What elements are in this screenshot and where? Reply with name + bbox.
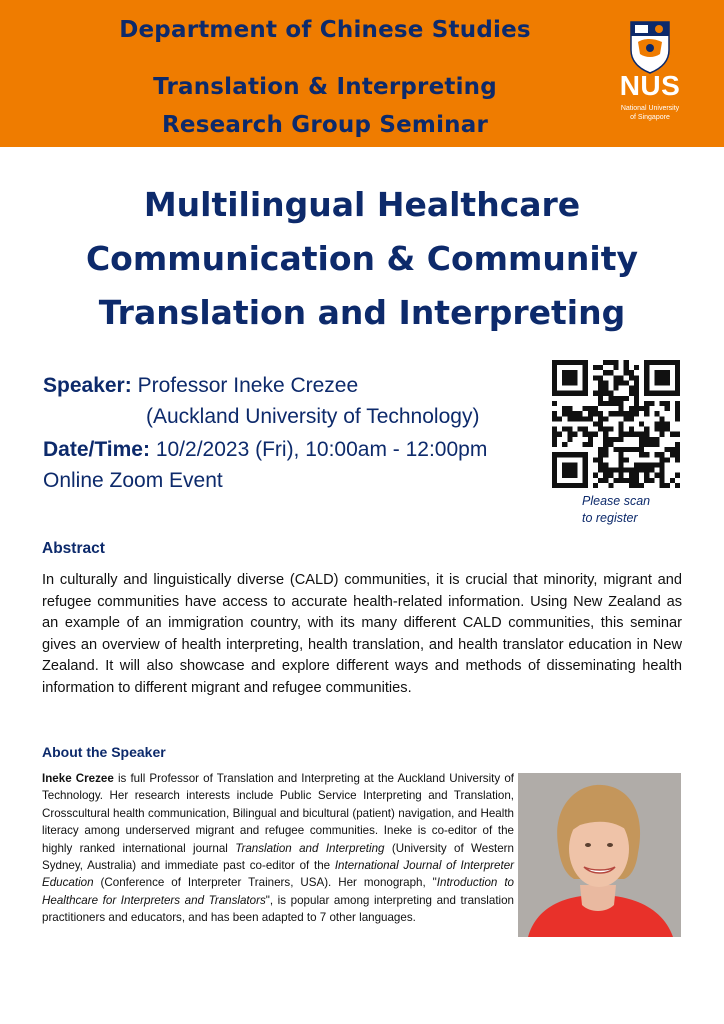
nus-logo-subtext	[607, 104, 693, 122]
qr-caption-line1: Please scan	[582, 494, 651, 508]
bio-text-2: (University of Western Sydney, Australia) and immediate past co-editor of the	[42, 841, 514, 873]
datetime-value: 10/2/2023 (Fri), 10:00am - 12:00pm	[155, 438, 488, 461]
title-line3: Translation and Interpreting	[98, 293, 626, 332]
speaker-line	[43, 374, 358, 398]
datetime-line	[43, 438, 487, 462]
bio-speaker-name: Ineke Crezee	[42, 772, 114, 785]
seminar-title	[40, 178, 684, 340]
abstract-heading: Abstract	[42, 540, 105, 557]
header-banner	[0, 0, 724, 147]
research-group-line2: Research Group Seminar	[162, 112, 488, 138]
nus-subtext-line2: of Singapore	[630, 114, 670, 121]
bio-text-3: (Conference of Interpreter Trainers, USA). Her monograph, "	[93, 876, 437, 890]
about-speaker-heading: About the Speaker	[42, 744, 166, 760]
department-name: Department of Chinese Studies	[119, 17, 531, 43]
qr-caption-line2: to register	[582, 511, 638, 525]
qr-caption	[582, 493, 650, 527]
nus-logo-text: NUS	[619, 70, 681, 101]
speaker-label: Speaker:	[43, 374, 132, 397]
bio-book-title: Introduction to Healthcare for Interpreters and Translators	[42, 876, 514, 907]
speaker-photo	[518, 773, 681, 937]
abstract-text: In culturally and linguistically diverse (CALD) communities, it is crucial that minority, migrant and refugee communities have access to accurate health-related information. Using New Zealand as an example of an immigration country, with its many different CALD communities, this seminar gives an overview of health interpreting, health translation, and health translator education in New Zealand. It will also showcase and explore different ways and methods of disseminating health information to different migrant and refugee communities.	[42, 572, 682, 696]
bio-text-1: is full Professor of Translation and Interpreting at the Auckland University of Technology. Her research interests include Public Service Interpreting and Translation, Crosscultural health communication, Bilingual and bicultural (patient) navigation, and Health literacy among underserved migrant and refugee communities. Ineke is co-editor of the highly ranked international journal	[42, 772, 514, 855]
event-location: Online Zoom Event	[43, 469, 223, 492]
nus-subtext-line1: National University	[620, 105, 680, 112]
datetime-label: Date/Time:	[43, 438, 150, 461]
bio-text-4: ", is popular among interpreting and translation practitioners and educators, and has been adapted to 7 other languages.	[42, 893, 515, 925]
speaker-name: Professor Ineke Crezee	[137, 374, 359, 397]
nus-crest-logo	[628, 20, 672, 74]
speaker-bio	[42, 770, 514, 927]
title-line2: Communication & Community	[85, 239, 639, 278]
title-line1: Multilingual Healthcare	[143, 185, 581, 224]
research-group-line1: Translation & Interpreting	[153, 74, 497, 100]
speaker-affiliation: (Auckland University of Technology)	[146, 405, 480, 428]
registration-qr-code[interactable]	[552, 360, 680, 488]
bio-journal-2: International Journal of Interpreter Education	[42, 859, 515, 890]
bio-journal-1: Translation and Interpreting	[235, 841, 385, 855]
